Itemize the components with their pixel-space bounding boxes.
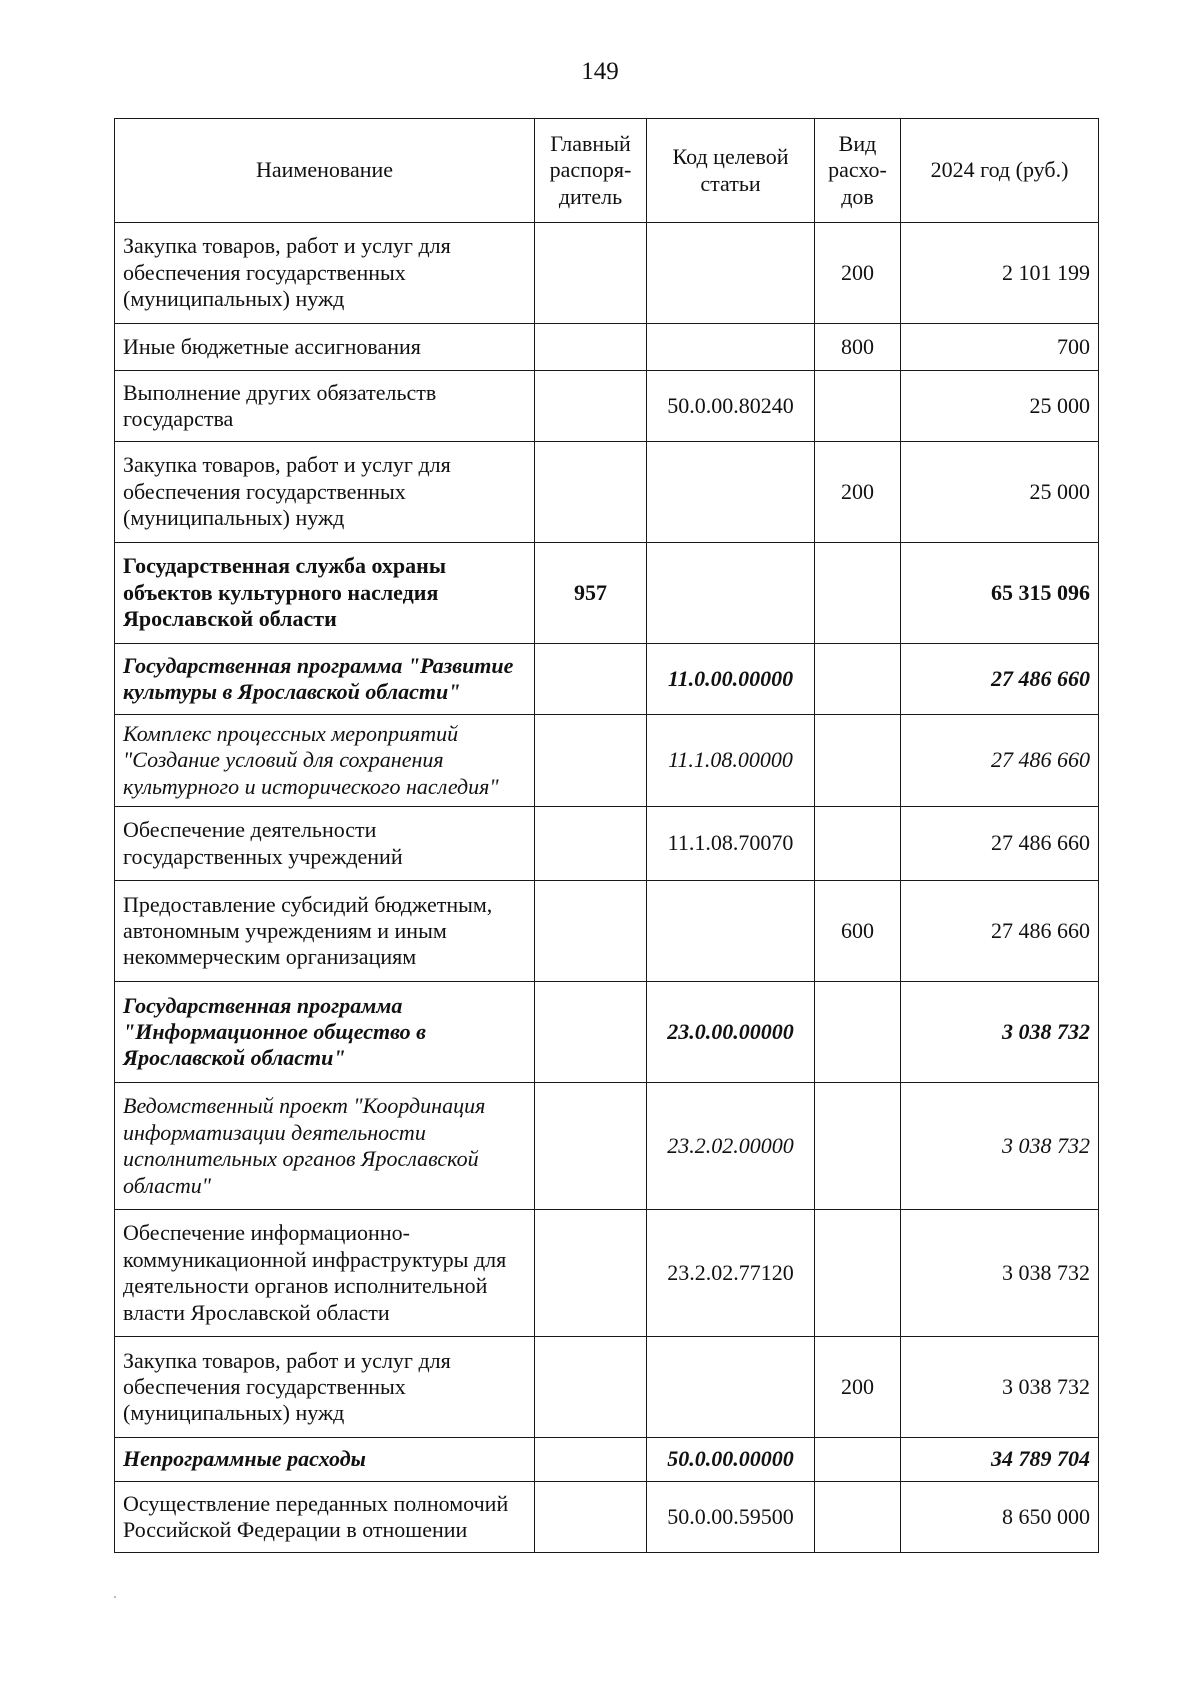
cell-type [815,807,901,881]
cell-type: 800 [815,324,901,371]
cell-type [815,1210,901,1337]
cell-admin [535,371,647,442]
cell-name: Выполнение других обязательств государства [115,371,535,442]
table-row [115,881,1099,982]
cell-admin: 957 [535,543,647,644]
cell-amount: 25 000 [901,442,1099,543]
cell-amount: 700 [901,324,1099,371]
cell-admin [535,1438,647,1482]
cell-type [815,644,901,715]
cell-name: Закупка товаров, работ и услуг для обеспечения государственных (муниципальных) нужд [115,442,535,543]
cell-admin [535,1337,647,1438]
cell-type: 200 [815,223,901,324]
cell-code: 11.1.08.70070 [647,807,815,881]
cell-amount: 2 101 199 [901,223,1099,324]
cell-amount: 27 486 660 [901,715,1099,807]
header-name: Наименование [115,119,535,223]
cell-type [815,715,901,807]
cell-code [647,324,815,371]
cell-admin [535,442,647,543]
cell-name: Комплекс процессных мероприятий "Создание условий для сохранения культурного и исторического наследия" [115,715,535,807]
table-row [115,1438,1099,1482]
cell-admin [535,1083,647,1210]
header-code: Код целевой статьи [647,119,815,223]
cell-code: 23.2.02.00000 [647,1083,815,1210]
cell-type [815,371,901,442]
header-type: Вид расхо-дов [815,119,901,223]
cell-name: Предоставление субсидий бюджетным, автономным учреждениям и иным некоммерческим организациям [115,881,535,982]
cell-amount: 27 486 660 [901,807,1099,881]
cell-name: Закупка товаров, работ и услуг для обеспечения государственных (муниципальных) нужд [115,223,535,324]
cell-code [647,881,815,982]
table-body [115,223,1099,1553]
cell-code [647,543,815,644]
cell-admin [535,715,647,807]
cell-admin [535,324,647,371]
table-row [115,371,1099,442]
table-row [115,543,1099,644]
cell-type [815,1438,901,1482]
cell-type: 600 [815,881,901,982]
cell-type [815,543,901,644]
cell-admin [535,881,647,982]
budget-table [114,118,1099,1553]
cell-amount: 34 789 704 [901,1438,1099,1482]
cell-amount: 65 315 096 [901,543,1099,644]
table-row [115,223,1099,324]
table-row [115,982,1099,1083]
cell-name: Государственная программа "Информационное общество в Ярославской области" [115,982,535,1083]
cell-type [815,1482,901,1553]
cell-code: 23.0.00.00000 [647,982,815,1083]
cell-amount: 8 650 000 [901,1482,1099,1553]
table-row [115,1482,1099,1553]
cell-admin [535,982,647,1083]
cell-code [647,223,815,324]
cell-type [815,982,901,1083]
cell-amount: 3 038 732 [901,1210,1099,1337]
table-row [115,324,1099,371]
cell-code: 50.0.00.80240 [647,371,815,442]
header-amount: 2024 год (руб.) [901,119,1099,223]
cell-admin [535,644,647,715]
table-row [115,644,1099,715]
page-number: 149 [581,58,619,85]
cell-type: 200 [815,442,901,543]
table-row [115,1083,1099,1210]
cell-name: Иные бюджетные ассигнования [115,324,535,371]
header-row [115,119,1099,223]
cell-amount: 3 038 732 [901,982,1099,1083]
cell-admin [535,807,647,881]
cell-name: Ведомственный проект "Координация информатизации деятельности исполнительных органов Ярославской области" [115,1083,535,1210]
cell-code: 11.1.08.00000 [647,715,815,807]
cell-admin [535,1210,647,1337]
cell-admin [535,223,647,324]
cell-code: 11.0.00.00000 [647,644,815,715]
scan-mark [114,1596,116,1598]
cell-code: 50.0.00.00000 [647,1438,815,1482]
cell-name: Государственная служба охраны объектов культурного наследия Ярославской области [115,543,535,644]
cell-code: 50.0.00.59500 [647,1482,815,1553]
cell-amount: 3 038 732 [901,1337,1099,1438]
cell-type: 200 [815,1337,901,1438]
table-row [115,442,1099,543]
cell-name: Обеспечение деятельности государственных учреждений [115,807,535,881]
header-admin: Главный распоря-дитель [535,119,647,223]
cell-name: Закупка товаров, работ и услуг для обеспечения государственных (муниципальных) нужд [115,1337,535,1438]
cell-name: Государственная программа "Развитие культуры в Ярославской области" [115,644,535,715]
table-row [115,807,1099,881]
table-row [115,1210,1099,1337]
cell-name: Непрограммные расходы [115,1438,535,1482]
cell-amount: 27 486 660 [901,644,1099,715]
cell-amount: 25 000 [901,371,1099,442]
cell-name: Обеспечение информационно-коммуникационной инфраструктуры для деятельности органов исполнительной власти Ярославской области [115,1210,535,1337]
cell-admin [535,1482,647,1553]
cell-code [647,442,815,543]
cell-amount: 27 486 660 [901,881,1099,982]
table-row [115,715,1099,807]
cell-code: 23.2.02.77120 [647,1210,815,1337]
cell-name: Осуществление переданных полномочий Российской Федерации в отношении [115,1482,535,1553]
table-row [115,1337,1099,1438]
cell-code [647,1337,815,1438]
cell-amount: 3 038 732 [901,1083,1099,1210]
cell-type [815,1083,901,1210]
